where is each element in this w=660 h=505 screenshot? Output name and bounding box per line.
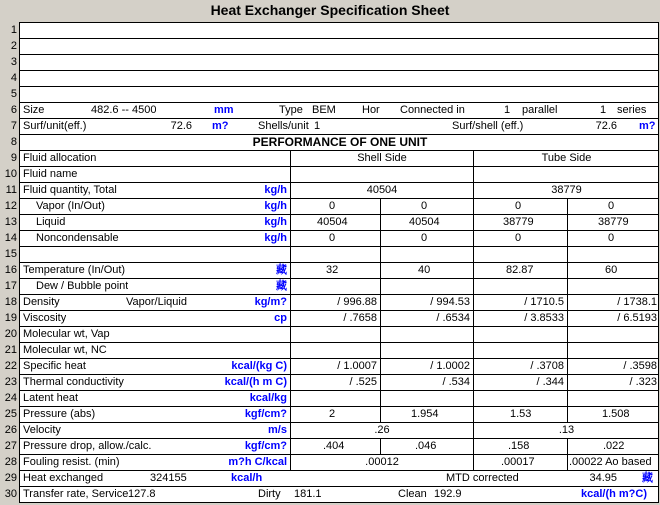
temp-shell-in: 32: [326, 264, 339, 276]
fluid-quantity-label: Fluid quantity, Total: [23, 184, 117, 196]
velocity-tube: .13: [558, 424, 575, 436]
pd-shell-allow: .404: [323, 440, 345, 452]
row-number: 25: [4, 408, 17, 420]
density-row: [0, 294, 659, 310]
row-number: 20: [4, 328, 17, 340]
row-number: 30: [4, 488, 17, 500]
vapor-shell-out: 0: [421, 200, 428, 212]
type-label: Type: [279, 104, 303, 116]
size-value: 482.6 -- 4500: [91, 104, 157, 116]
orientation: Hor: [362, 104, 380, 116]
vapor-shell-in: 0: [329, 200, 336, 212]
size-unit: mm: [214, 104, 234, 116]
surf-row-cells[interactable]: [19, 118, 659, 134]
sheet-row: [0, 70, 659, 86]
fluid-quantity-unit: kg/h: [264, 184, 287, 196]
fouling-label: Fouling resist. (min): [23, 456, 120, 468]
fluid-allocation-cells[interactable]: [19, 150, 659, 166]
fluid-name-label: Fluid name: [23, 168, 78, 180]
surf-unit: m?: [212, 120, 229, 132]
parallel-count: 1: [504, 104, 511, 116]
pressure-drop-row: [0, 438, 659, 454]
specific-heat-row: [0, 358, 659, 374]
pressure-drop-cells[interactable]: [19, 438, 659, 454]
fluid-quantity-cells[interactable]: [19, 182, 659, 198]
transfer-rate-value: 127.8: [128, 488, 156, 500]
liquid-tube-in: 38779: [503, 216, 534, 228]
mw-nc-row: [0, 342, 659, 358]
row-number: 24: [4, 392, 17, 404]
type-value: BEM: [312, 104, 336, 116]
mw-vap-label: Molecular wt, Vap: [23, 328, 110, 340]
pd-tube-calc: .022: [603, 440, 625, 452]
fluid-name-row: [0, 166, 659, 182]
dew-label: Dew / Bubble point: [36, 280, 129, 292]
fouling-row: [0, 454, 659, 470]
row-number: 13: [4, 216, 17, 228]
pressure-tube-out: 1.508: [602, 408, 630, 420]
viscosity-cells[interactable]: [19, 310, 659, 326]
vapor-row: [0, 198, 659, 214]
viscosity-unit: cp: [274, 312, 287, 324]
sheet-row: [0, 86, 659, 102]
liquid-shell-out: 40504: [409, 216, 440, 228]
latent-heat-label: Latent heat: [23, 392, 79, 404]
empty-row-cell[interactable]: [19, 246, 659, 262]
dirty-label: Dirty: [258, 488, 281, 500]
sh-shell-out: / 1.0002: [430, 360, 470, 372]
row-number: 3: [10, 56, 17, 68]
fouling-shell: .00012: [365, 456, 399, 468]
vapor-tube-out: 0: [608, 200, 615, 212]
liquid-unit: kg/h: [264, 216, 287, 228]
tube-side-header: Tube Side: [541, 152, 592, 164]
pressure-shell-in: 2: [329, 408, 336, 420]
pressure-drop-unit: kgf/cm?: [244, 440, 287, 452]
series-count: 1: [600, 104, 607, 116]
connected-label: Connected in: [400, 104, 465, 116]
row-number: 27: [4, 440, 17, 452]
sheet-row: [0, 246, 659, 262]
noncondensable-cells[interactable]: [19, 230, 659, 246]
latent-heat-row: [0, 390, 659, 406]
density-shell-in: / 996.88: [337, 296, 377, 308]
temp-tube-in: 82.87: [506, 264, 534, 276]
temp-tube-out: 60: [605, 264, 618, 276]
shells-value: 1: [314, 120, 321, 132]
specific-heat-unit: kcal/(kg C): [231, 360, 287, 372]
tube-quantity: 38779: [551, 184, 582, 196]
transfer-rate-unit: kcal/(h m?C): [581, 488, 648, 500]
empty-row-cell[interactable]: [19, 22, 659, 38]
surf-value: 72.6: [170, 120, 192, 132]
liquid-label: Liquid: [36, 216, 66, 228]
dew-cells[interactable]: [19, 278, 659, 294]
sheet-row: [0, 38, 659, 54]
row-number: 29: [4, 472, 17, 484]
heat-exchanged-value: 324155: [150, 472, 187, 484]
row-number: 23: [4, 376, 17, 388]
row-number: 4: [10, 72, 17, 84]
size-row: [0, 102, 659, 118]
mw-vap-row: [0, 326, 659, 342]
viscosity-shell-out: / .6534: [436, 312, 470, 324]
row-number: 5: [10, 88, 17, 100]
vapor-cells[interactable]: [19, 198, 659, 214]
density-shell-out: / 994.53: [430, 296, 470, 308]
tc-tube-out: / .323: [629, 376, 657, 388]
latent-heat-cells[interactable]: [19, 390, 659, 406]
density-label: Density: [23, 296, 60, 308]
density-label2: Vapor/Liquid: [126, 296, 187, 308]
temperature-cells[interactable]: [19, 262, 659, 278]
vapor-label: Vapor (In/Out): [36, 200, 105, 212]
shell-quantity: 40504: [366, 184, 398, 196]
vapor-tube-in: 0: [515, 200, 522, 212]
mw-nc-cells[interactable]: [19, 342, 659, 358]
row-number: 10: [4, 168, 17, 180]
empty-row-cell[interactable]: [19, 86, 659, 102]
noncond-tube-out: 0: [608, 232, 615, 244]
parallel-label: parallel: [522, 104, 558, 116]
row-number: 7: [10, 120, 17, 132]
transfer-rate-cells[interactable]: [19, 486, 659, 503]
heat-exchanged-unit: kcal/h: [231, 472, 263, 484]
dirty-value: 181.1: [294, 488, 322, 500]
series-label: series: [617, 104, 647, 116]
row-number: 8: [10, 136, 17, 148]
latent-heat-unit: kcal/kg: [249, 392, 287, 404]
liquid-row: [0, 214, 659, 230]
mtd-value: 34.95: [589, 472, 617, 484]
size-label: Size: [23, 104, 45, 116]
heat-exchanged-cells[interactable]: [19, 470, 659, 486]
dew-unit: 藏: [276, 280, 287, 292]
velocity-unit: m/s: [268, 424, 287, 436]
liquid-tube-out: 38779: [598, 216, 629, 228]
row-number: 14: [4, 232, 17, 244]
performance-header: PERFORMANCE OF ONE UNIT: [252, 135, 428, 149]
sh-tube-in: / .3708: [530, 360, 564, 372]
empty-row-cell[interactable]: [19, 70, 659, 86]
row-number: 9: [10, 152, 17, 164]
transfer-rate-row: [0, 486, 659, 502]
row-number: 19: [4, 312, 17, 324]
fluid-allocation-row: [0, 150, 659, 166]
dew-row: [0, 278, 659, 294]
sheet-title: Heat Exchanger Specification Sheet: [210, 2, 450, 18]
row-number: 11: [5, 184, 17, 196]
temperature-label: Temperature (In/Out): [23, 264, 126, 276]
surf-shell-unit: m?: [639, 120, 656, 132]
pressure-cells[interactable]: [19, 406, 659, 422]
surf-row: [0, 118, 659, 134]
temp-shell-out: 40: [418, 264, 431, 276]
row-number: 2: [10, 40, 17, 52]
row-number: 22: [4, 360, 17, 372]
noncondensable-label: Noncondensable: [36, 232, 119, 244]
velocity-row: [0, 422, 659, 438]
pressure-label: Pressure (abs): [23, 408, 96, 420]
row-number: 26: [4, 424, 17, 436]
temperature-unit: 藏: [276, 264, 287, 276]
fluid-allocation-label: Fluid allocation: [23, 152, 97, 164]
empty-row-cell[interactable]: [19, 54, 659, 70]
surf-shell-value: 72.6: [595, 120, 617, 132]
viscosity-shell-in: / .7658: [343, 312, 377, 324]
transfer-rate-label: Transfer rate, Service: [23, 488, 129, 500]
tc-tube-in: / .344: [536, 376, 564, 388]
fouling-tube-in: .00017: [501, 456, 535, 468]
velocity-cells[interactable]: [19, 422, 659, 438]
row-number: 6: [10, 104, 17, 116]
row-number: 18: [4, 296, 17, 308]
thermal-conductivity-cells[interactable]: [19, 374, 659, 390]
specific-heat-label: Specific heat: [23, 360, 86, 372]
sh-shell-in: / 1.0007: [337, 360, 377, 372]
noncond-shell-out: 0: [421, 232, 428, 244]
fouling-tube-out: .00022 Ao based: [569, 456, 652, 468]
noncond-shell-in: 0: [329, 232, 336, 244]
fluid-quantity-row: [0, 182, 659, 198]
performance-header-row: [0, 134, 659, 150]
pd-tube-allow: .158: [508, 440, 530, 452]
thermal-cond-unit: kcal/(h m C): [224, 376, 287, 388]
viscosity-row: [0, 310, 659, 326]
performance-header-cell: [19, 134, 659, 150]
tc-shell-out: / .534: [442, 376, 470, 388]
density-tube-out: / 1738.1: [617, 296, 657, 308]
row-number: 12: [4, 200, 17, 212]
clean-value: 192.9: [434, 488, 462, 500]
row-number: 15: [4, 248, 17, 260]
velocity-shell: .26: [374, 424, 390, 436]
row-number: 1: [10, 24, 17, 36]
density-unit: kg/m?: [254, 296, 287, 308]
surf-label: Surf/unit(eff.): [23, 120, 87, 132]
viscosity-label: Viscosity: [23, 312, 67, 324]
sheet-row: [0, 54, 659, 70]
empty-row-cell[interactable]: [19, 38, 659, 54]
sh-tube-out: / .3598: [623, 360, 657, 372]
shell-side-header: Shell Side: [357, 152, 407, 164]
temperature-row: [0, 262, 659, 278]
pressure-drop-label: Pressure drop, allow./calc.: [23, 440, 152, 452]
size-row-cells[interactable]: [19, 102, 659, 118]
row-number: 17: [4, 280, 17, 292]
vapor-unit: kg/h: [264, 200, 287, 212]
heat-exchanged-row: [0, 470, 659, 486]
pressure-tube-in: 1.53: [510, 408, 532, 420]
viscosity-tube-out: / 6.5193: [617, 312, 657, 324]
liquid-shell-in: 40504: [317, 216, 348, 228]
noncondensable-row: [0, 230, 659, 246]
thermal-cond-label: Thermal conductivity: [23, 376, 124, 388]
mw-nc-label: Molecular wt, NC: [23, 344, 107, 356]
tc-shell-in: / .525: [349, 376, 377, 388]
fouling-unit: m?h C/kcal: [228, 456, 287, 468]
fluid-name-cells[interactable]: [19, 166, 659, 182]
row-number: 28: [4, 456, 17, 468]
surf-shell-label: Surf/shell (eff.): [452, 120, 524, 132]
velocity-label: Velocity: [23, 424, 61, 436]
thermal-conductivity-row: [0, 374, 659, 390]
mtd-label: MTD corrected: [446, 472, 519, 484]
density-tube-in: / 1710.5: [524, 296, 564, 308]
heat-exchanged-label: Heat exchanged: [23, 472, 104, 484]
mw-vap-cells[interactable]: [19, 326, 659, 342]
clean-label: Clean: [398, 488, 427, 500]
pd-shell-calc: .046: [415, 440, 437, 452]
row-number: 21: [4, 344, 17, 356]
pressure-shell-out: 1.954: [411, 408, 439, 420]
density-cells[interactable]: [19, 294, 659, 310]
pressure-row: [0, 406, 659, 422]
liquid-cells[interactable]: [19, 214, 659, 230]
spec-sheet: [0, 22, 659, 504]
specific-heat-cells[interactable]: [19, 358, 659, 374]
row-number: 16: [4, 264, 17, 276]
sheet-row: [0, 22, 659, 38]
shells-label: Shells/unit: [258, 120, 309, 132]
viscosity-tube-in: / 3.8533: [524, 312, 564, 324]
fouling-cells[interactable]: [19, 454, 659, 470]
pressure-unit: kgf/cm?: [244, 408, 287, 420]
noncondensable-unit: kg/h: [264, 232, 287, 244]
noncond-tube-in: 0: [515, 232, 522, 244]
mtd-unit: 藏: [642, 472, 653, 484]
